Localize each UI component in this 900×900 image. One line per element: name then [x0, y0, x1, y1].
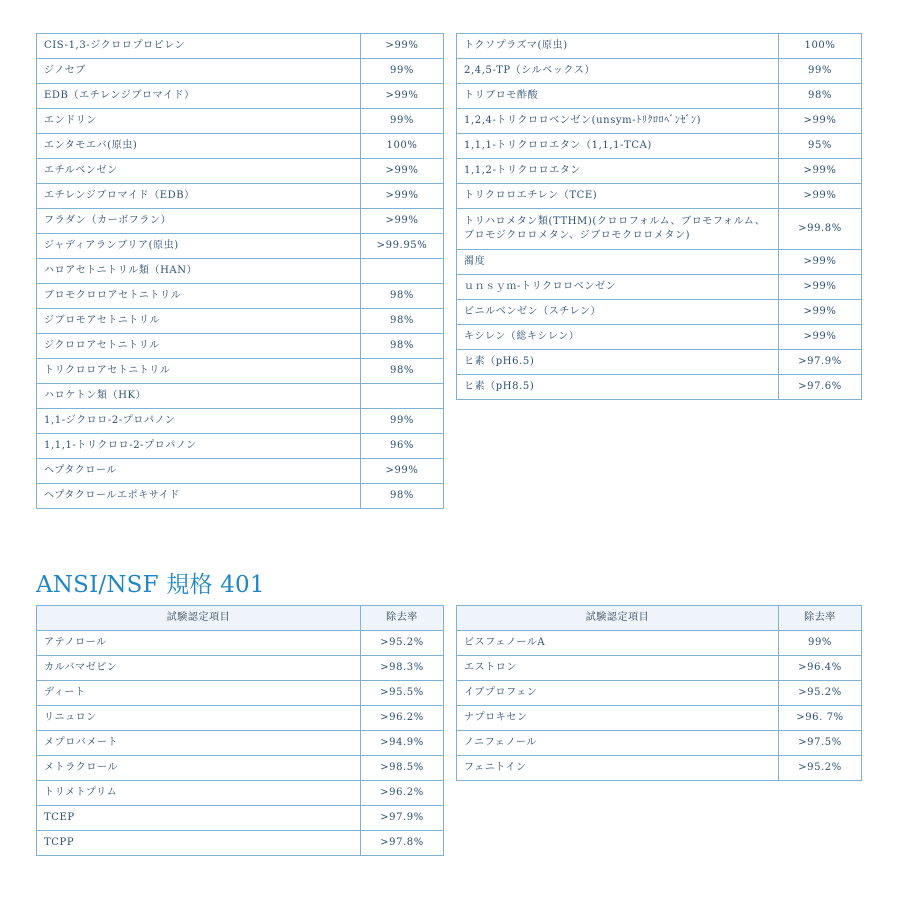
removal-rate [361, 259, 444, 284]
removal-rate: >99% [779, 300, 862, 325]
item-name: イブプロフェン [457, 681, 779, 706]
table-row [37, 159, 444, 184]
item-name: ビスフェノールA [457, 631, 779, 656]
item-name: フェニトイン [457, 756, 779, 781]
table-row [37, 234, 444, 259]
item-name: 2,4,5-TP（シルベックス） [457, 59, 779, 84]
item-name: ジブロモアセトニトリル [37, 309, 361, 334]
table-row [37, 284, 444, 309]
removal-rate: 98% [361, 359, 444, 384]
item-name: ハロアセトニトリル類（HAN） [37, 259, 361, 284]
removal-rate: 95% [779, 134, 862, 159]
removal-rate: 98% [361, 334, 444, 359]
item-name: エンタモエバ(原虫) [37, 134, 361, 159]
table-header-row [457, 606, 862, 631]
item-name: EDB（エチレンジブロマイド） [37, 84, 361, 109]
removal-rate: >99.8% [779, 209, 862, 250]
removal-rate: >99.95% [361, 234, 444, 259]
table-row [37, 359, 444, 384]
removal-rate: 98% [361, 284, 444, 309]
table-row [37, 409, 444, 434]
item-name: 1,1-ジクロロ-2-プロパノン [37, 409, 361, 434]
item-name: ヘプタクロールエポキサイド [37, 484, 361, 509]
table-row [457, 209, 862, 250]
removal-rate: >98.3% [361, 656, 444, 681]
table-row [457, 109, 862, 134]
item-name: トリクロロアセトニトリル [37, 359, 361, 384]
table-row [457, 325, 862, 350]
table-row [37, 681, 444, 706]
item-name: ノニフェノール [457, 731, 779, 756]
table-row [37, 259, 444, 284]
table-row [37, 59, 444, 84]
item-name: メトラクロール [37, 756, 361, 781]
item-name: ヒ素（pH8.5) [457, 375, 779, 400]
table-row [37, 84, 444, 109]
removal-rate: 99% [361, 409, 444, 434]
removal-rate: >97.5% [779, 731, 862, 756]
item-name: 1,1,2-トリクロロエタン [457, 159, 779, 184]
section-title: ANSI/NSF 規格 401 [36, 572, 265, 598]
item-name: ｕｎｓｙｍ-トリクロロベンゼン [457, 275, 779, 300]
removal-rate: >99% [779, 159, 862, 184]
item-name: トリハロメタン類(TTHM)(クロロフォルム、ブロモフォルム、ブロモジクロロメタン、ジブロモクロロメタン) [457, 209, 779, 250]
table-row [37, 731, 444, 756]
table-header-row [37, 606, 444, 631]
removal-rate: >99% [361, 84, 444, 109]
item-name: トリブロモ酢酸 [457, 84, 779, 109]
table-row [457, 656, 862, 681]
item-name: エストロン [457, 656, 779, 681]
item-name: ナプロキセン [457, 706, 779, 731]
table-row [37, 209, 444, 234]
removal-rate: >99% [361, 159, 444, 184]
removal-rate: >96.2% [361, 781, 444, 806]
item-name: ブロモクロロアセトニトリル [37, 284, 361, 309]
removal-rate: >96. 7% [779, 706, 862, 731]
item-name: トリメトプリム [37, 781, 361, 806]
contaminant-table-right [456, 33, 862, 400]
removal-rate: >99% [779, 109, 862, 134]
removal-rate: >95.2% [779, 681, 862, 706]
removal-rate: >97.8% [361, 831, 444, 856]
removal-rate: >99% [361, 209, 444, 234]
table-row [457, 350, 862, 375]
removal-rate: >96.2% [361, 706, 444, 731]
header-rate: 除去率 [361, 606, 444, 631]
removal-rate: >98.5% [361, 756, 444, 781]
removal-rate: >99% [361, 34, 444, 59]
table-row [457, 250, 862, 275]
removal-rate: 96% [361, 434, 444, 459]
removal-rate: >95.2% [779, 756, 862, 781]
removal-rate: 99% [779, 631, 862, 656]
removal-rate: >99% [361, 459, 444, 484]
item-name: キシレン（総キシレン） [457, 325, 779, 350]
table-row [37, 656, 444, 681]
item-name: CIS-1,3-ジクロロプロピレン [37, 34, 361, 59]
table-row [37, 184, 444, 209]
removal-rate: 99% [361, 109, 444, 134]
removal-rate: 100% [779, 34, 862, 59]
header-rate: 除去率 [779, 606, 862, 631]
table-row [37, 384, 444, 409]
removal-rate: 98% [779, 84, 862, 109]
removal-rate: 98% [361, 309, 444, 334]
table-row [457, 731, 862, 756]
item-name: メプロバメート [37, 731, 361, 756]
removal-rate: >99% [361, 184, 444, 209]
item-name: ジノセブ [37, 59, 361, 84]
removal-rate: >99% [779, 184, 862, 209]
removal-rate: >97.9% [779, 350, 862, 375]
item-name: ビニルベンゼン（スチレン） [457, 300, 779, 325]
table-row [457, 706, 862, 731]
table-row [37, 459, 444, 484]
item-name: トリクロロエチレン（TCE) [457, 184, 779, 209]
table-row [457, 159, 862, 184]
header-item: 試験認定項目 [37, 606, 361, 631]
item-name: リニュロン [37, 706, 361, 731]
table-row [457, 134, 862, 159]
item-name: エンドリン [37, 109, 361, 134]
table-row [457, 631, 862, 656]
table-row [37, 109, 444, 134]
item-name: トクソプラズマ(原虫) [457, 34, 779, 59]
table-row [457, 184, 862, 209]
table-row [457, 300, 862, 325]
item-name: ディート [37, 681, 361, 706]
removal-rate: >95.2% [361, 631, 444, 656]
table-row [457, 756, 862, 781]
item-name: 濁度 [457, 250, 779, 275]
removal-rate: >99% [779, 250, 862, 275]
item-name: ヒ素（pH6.5) [457, 350, 779, 375]
item-name: ヘプタクロール [37, 459, 361, 484]
table-row [37, 756, 444, 781]
removal-rate: 99% [361, 59, 444, 84]
table-row [457, 275, 862, 300]
item-name: エチルベンゼン [37, 159, 361, 184]
table-row [457, 375, 862, 400]
removal-rate: >96.4% [779, 656, 862, 681]
table-row [457, 84, 862, 109]
nsf401-table-left [36, 605, 444, 856]
removal-rate: >95.5% [361, 681, 444, 706]
contaminant-table-left [36, 33, 444, 509]
item-name: TCEP [37, 806, 361, 831]
table-row [37, 134, 444, 159]
item-name: アテノロール [37, 631, 361, 656]
table-row [457, 34, 862, 59]
item-name: 1,1,1-トリクロロ-2-プロパノン [37, 434, 361, 459]
removal-rate: 98% [361, 484, 444, 509]
nsf401-table-right [456, 605, 862, 781]
removal-rate: >94.9% [361, 731, 444, 756]
header-item: 試験認定項目 [457, 606, 779, 631]
table-row [37, 781, 444, 806]
removal-rate: >97.6% [779, 375, 862, 400]
item-name: カルバマゼピン [37, 656, 361, 681]
removal-rate: >99% [779, 275, 862, 300]
table-row [37, 831, 444, 856]
removal-rate [361, 384, 444, 409]
removal-rate: 100% [361, 134, 444, 159]
table-row [37, 706, 444, 731]
item-name: エチレンジブロマイド（EDB） [37, 184, 361, 209]
table-row [37, 631, 444, 656]
item-name: 1,2,4-トリクロロベンゼン(unsym-ﾄﾘｸﾛﾛﾍﾞﾝｾﾞﾝ) [457, 109, 779, 134]
item-name: TCPP [37, 831, 361, 856]
table-row [37, 434, 444, 459]
item-name: ハロケトン類（HK） [37, 384, 361, 409]
item-name: 1,1,1-トリクロロエタン（1,1,1-TCA) [457, 134, 779, 159]
item-name: ジクロロアセトニトリル [37, 334, 361, 359]
removal-rate: >99% [779, 325, 862, 350]
table-row [37, 806, 444, 831]
removal-rate: >97.9% [361, 806, 444, 831]
table-row [37, 334, 444, 359]
table-row [37, 484, 444, 509]
table-row [457, 59, 862, 84]
table-row [457, 681, 862, 706]
item-name: フラダン（カーボフラン） [37, 209, 361, 234]
table-row [37, 34, 444, 59]
table-row [37, 309, 444, 334]
item-name: ジャディアランブリア(原虫) [37, 234, 361, 259]
removal-rate: 99% [779, 59, 862, 84]
